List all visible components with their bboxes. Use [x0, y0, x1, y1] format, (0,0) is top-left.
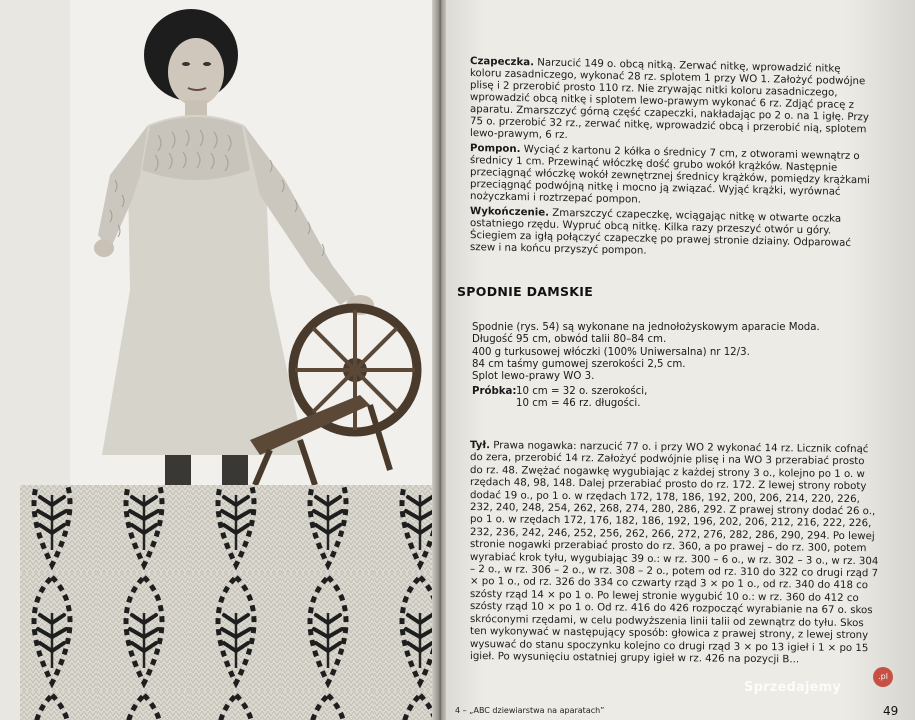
spec-line: Długość 95 cm, obwód talii 80–84 cm.	[472, 334, 667, 346]
spec-line: Spodnie (rys. 54) są wykonane na jednołożyskowym aparacie Moda.	[472, 322, 820, 333]
back-instructions	[470, 440, 880, 666]
spec-line: 400 g turkusowej włóczki (100% Uniwersalna) nr 12/3.	[472, 346, 750, 358]
paragraph-pompon: Pompon. Wyciąć z kartonu 2 kółka o średnicy 7 cm, z otworami wewnątrz o średnicy 1 cm. Przewinąć włóczkę dość grubo wokół krążków. Następnie przeciągnąć włóczkę wokół zewnętrznej średnicy krążków, pomiędzy krążkami przeciągnąć podwójną nitkę i mocno ją związać. Wyjąć krążki, wyrównać nożyczkami i roztrzepać pompon.	[470, 143, 870, 206]
left-page	[0, 0, 440, 720]
watermark-text: Sprzedajemy	[744, 680, 842, 695]
model-photo	[70, 0, 432, 485]
gauge-line-2: 10 cm = 46 rz. długości.	[516, 398, 641, 410]
paragraph-czapeczka: Czapeczka. Narzucić 149 o. obcą nitką. Zerwać nitkę, wprowadzić nitkę koloru zasadniczego, wykonać 28 rz. splotem 1 przy WO 1. Założyć podwójne plisę i 2 przerobić prosto 110 rz. Nie zrywając nitki koloru zasadniczego, wprowadzić obcą nitkę i splotem lewo-prawym wykonać 6 rz. Zdjąć pracę z aparatu. Zmarszczyć górną część czapeczki, nakładając po 2 o. na 1 igłę. Przy 75 o. przerobić 32 rz., zerwać nitkę, wprowadzić obcą i przerobić nią, splotem lewo-prawym, 6 rz.	[470, 56, 869, 142]
spec-line: 84 cm taśmy gumowej szerokości 2,5 cm.	[472, 358, 686, 370]
footer-note: 4 – „ABC dziewiarstwa na aparatach”	[455, 706, 605, 715]
gauge-label: Próbka:	[472, 386, 517, 397]
paragraph-wykonczenie: Wykończenie. Zmarszczyć czapeczkę, wciągając nitkę w otwarte oczka ostatniego rzędu. Wypruć obcą nitkę. Kilka razy przeszyć otwór u góry. Ściegiem za igłą połączyć czapeczkę po prawej stronie dziainy. Odparować szew i na końcu przyszyć pompon.	[470, 206, 851, 257]
gauge-line-1: 10 cm = 32 o. szerokości,	[516, 386, 648, 397]
spec-line: Splot lewo-prawy WO 3.	[472, 371, 595, 383]
section-heading: SPODNIE DAMSKIE	[457, 284, 594, 299]
paragraph-tyl: Tył. Prawa nogawka: narzucić 77 o. i przy WO 2 wykonać 14 rz. Licznik cofnąć do zera, przerobić 14 rz. Założyć podwójnie plisę i na WO 3 przerabiać prosto do rz. 48. Zwężać nogawkę wygubiając z każdej strony 3 o., kolejno po 1 o. w rzędach 48, 98, 148. Dalej przerabiać prosto do rz. 172. Z lewej strony roboty dodać 19 o., po 1 o. w rzędach 172, 178, 186, 192, 200, 206, 214, 220, 226, 232, 240, 248, 254, 262, 268, 274, 280, 286, 292. Z prawej strony dodać 26 o., po 1 o. w rzędach 172, 176, 182, 186, 192, 196, 202, 206, 212, 216, 222, 226, 232, 236, 242, 246, 252, 256, 262, 266, 272, 276, 282, 286, 290, 294. Po lewej stronie nogawki przerabiać prosto do rz. 360, a po prawej – do rz. 300, potem wyrabiać krok tyłu, wygubiając 39 o.: w rz. 300 – 6 o., w rz. 302 – 3 o., w rz. 304 – 2 o., w rz. 306 – 2 o., w rz. 308 – 2 o., potem od rz. 310 do 322 co drugi rząd 7 × po 1 o., od rz. 326 do 334 co czwarty rząd 3 × po 1 o., od rz. 340 do 418 co szósty rząd 14 × po 1 o. Po lewej stronie wygubić 10 o.: w rz. 360 do 412 co szósty rząd 10 × po 1 o. Od rz. 416 do 426 rozpocząć wyrabianie na 67 o. skos skróconymi rzędami, w celu podwyższenia linii talii od zewnątrz do tyłu. Skos ten wykonywać w następujący sposób: głowica z prawej strony, z lewej strony wysuwać do stanu spoczynku kolejno co drugi rząd 3 × po 13 igieł i 1 × po 15 igieł. Po wysunięciu ostatniej grupy igieł w rz. 426 na pozycji B...	[470, 440, 879, 666]
cap-instructions	[470, 56, 875, 257]
lace-swatch-photo	[20, 485, 435, 720]
page-number: 49	[883, 704, 899, 718]
spec-list	[472, 322, 872, 383]
face	[168, 38, 224, 106]
gauge-sample	[472, 386, 647, 411]
watermark-badge: .pl	[873, 667, 893, 687]
